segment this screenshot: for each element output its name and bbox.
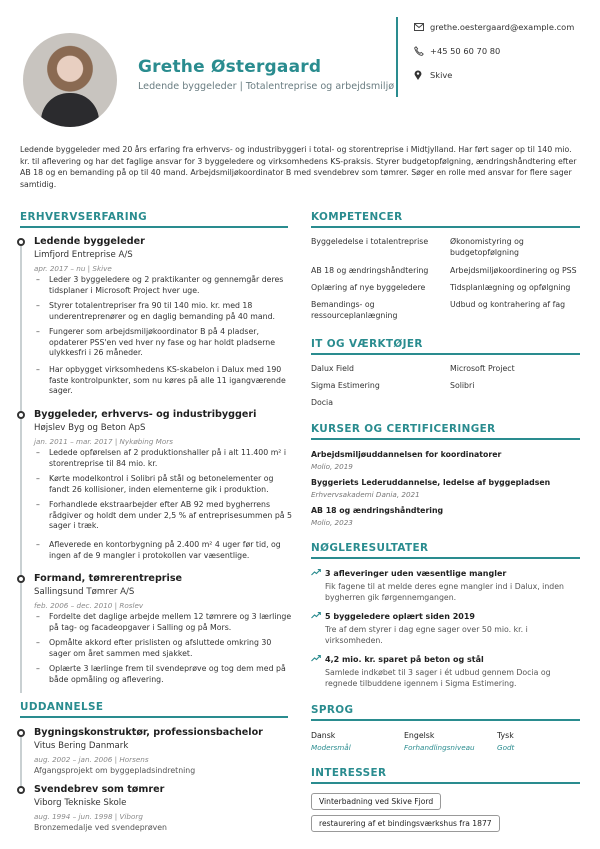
job-title: Byggeleder, erhvervs- og industribyggeri — [34, 409, 257, 420]
contact-email[interactable] — [414, 21, 574, 33]
language-level: Forhandlingsniveau — [404, 743, 475, 752]
section-title-experience: ERHVERVSERFARING — [20, 211, 147, 223]
job-bullet: – Opmålte akkord efter prislisten og afsluttede omkring 30 sager om året sammen med sjakket. — [36, 638, 292, 659]
job-company: Limfjord Entreprise A/S — [34, 250, 133, 260]
section-title-results: NØGLERESULTATER — [311, 542, 429, 554]
timeline-dot — [17, 238, 25, 246]
skill-item: Økonomistyring og budgetopfølgning — [450, 237, 524, 257]
tool-item: Microsoft Project — [450, 364, 515, 373]
trend-up-icon — [311, 611, 321, 622]
section-title-languages: SPROG — [311, 704, 354, 716]
language-name: Engelsk — [404, 731, 435, 740]
result-desc: Fik fagene til at melde deres egne mangler ind i Dalux, inden bygherren gik førgennemgangen. — [325, 582, 564, 602]
section-title-education: UDDANNELSE — [20, 701, 104, 713]
job-bullet: – Leder 3 byggeledere og 2 praktikanter og gennemgår deres tidsplaner i Microsoft Project hver uge. — [36, 275, 292, 296]
language-level: Godt — [497, 743, 515, 752]
section-title-courses: KURSER OG CERTIFICERINGER — [311, 423, 496, 435]
timeline-dot — [17, 786, 25, 794]
skill-item: AB 18 og ændringshåndtering — [311, 266, 429, 275]
headline: Ledende byggeleder | Totalentreprise og arbejdsmiljø — [138, 81, 395, 92]
contact-location — [414, 69, 452, 81]
job-meta: jan. 2011 – mar. 2017 | Nykøbing Mors — [34, 437, 173, 446]
language-level: Modersmål — [311, 743, 351, 752]
section-title-tools: IT OG VÆRKTØJER — [311, 338, 423, 350]
result-title: 4,2 mio. kr. sparet på beton og stål — [325, 655, 484, 664]
phone-icon — [414, 45, 430, 57]
course-meta: Erhvervsakademi Dania, 2021 — [311, 490, 420, 499]
job-title: Ledende byggeleder — [34, 236, 145, 247]
section-rule — [311, 782, 580, 784]
result-title: 3 afleveringer uden væsentlige mangler — [325, 569, 507, 578]
section-rule — [311, 226, 580, 228]
interest-tag: Vinterbadning ved Skive Fjord — [311, 793, 441, 810]
language-name: Tysk — [497, 731, 514, 740]
section-rule — [20, 716, 288, 718]
job-bullet: – Har opbygget virksomhedens KS-skabelon i Dalux med 190 faste kontrolpunkter, som nu køres på alle 11 igangværende sager. — [36, 365, 292, 397]
job-meta: feb. 2006 – dec. 2010 | Roslev — [34, 601, 144, 610]
skill-item: Oplæring af nye byggeledere — [311, 283, 426, 292]
skill-item: Byggeledelse i totalentreprise — [311, 237, 429, 246]
job-bullet: – Kørte modelkontrol i Solibri på stål og betonelementer og fandt 26 kollisioner, inden elementerne gik i produktion. — [36, 474, 292, 495]
job-bullet: – Fordelte det daglige arbejde mellem 12 tømrere og 3 lærlinge på tag- og facadeopgaver i Salling og på Mors. — [36, 612, 292, 633]
timeline-dot — [17, 729, 25, 737]
contact-phone[interactable] — [414, 45, 500, 57]
job-bullet: – Ledede opførelsen af 2 produktionshaller på i alt 11.400 m² i storentreprise til 84 mio. kr. — [36, 448, 292, 469]
person-name: Grethe Østergaard — [138, 57, 322, 77]
header-divider — [396, 17, 398, 97]
job-bullet: – Afleverede en kontorbygning på 2.400 m² 4 uger før tid, og ingen af de 9 mangler i protokollen var væsentlige. — [36, 540, 292, 561]
education-meta: aug. 2002 – jan. 2006 | Horsens — [34, 755, 149, 764]
tool-item: Docia — [311, 398, 334, 407]
tool-item: Dalux Field — [311, 364, 354, 373]
section-rule — [311, 353, 580, 355]
phone-text: +45 50 60 70 80 — [430, 46, 501, 56]
section-rule — [311, 719, 580, 721]
education-meta: aug. 1994 – jun. 1998 | Viborg — [34, 812, 143, 821]
timeline-dot — [17, 411, 25, 419]
interest-tag: restaurering af et bindingsværkshus fra 1877 — [311, 815, 500, 832]
job-bullet: – Fungerer som arbejdsmiljøkoordinator B på 4 pladser, opdaterer PSS'en ved hver ny fase og har holdt pladserne ulykkesfri i 26 måneder. — [36, 327, 292, 359]
tool-item: Solibri — [450, 381, 475, 390]
timeline-line — [20, 731, 22, 791]
section-rule — [311, 438, 580, 440]
trend-up-icon — [311, 568, 321, 579]
result-desc: Samlede indkøbet til 3 sager i ét udbud gennem Docia og regnede tilbuddene igennem i Sigma Estimering. — [325, 668, 551, 688]
job-bullet: – Oplærte 3 lærlinge frem til svendeprøve og tog dem med på både opmåling og aflevering. — [36, 664, 292, 685]
result-desc: Tre af dem styrer i dag egne sager over 50 mio. kr. i virksomheden. — [325, 625, 528, 645]
job-bullet: – Styrer totalentrepriser fra 90 til 140 mio. kr. med 18 underentreprenører og en daglig bemanding på 40 mand. — [36, 301, 292, 322]
education-school: Vitus Bering Danmark — [34, 741, 129, 751]
job-meta: apr. 2017 – nu | Skive — [34, 264, 112, 273]
result-title: 5 byggeledere oplært siden 2019 — [325, 612, 475, 621]
skill-item: Arbejdsmiljøkoordinering og PSS — [450, 266, 577, 275]
education-school: Viborg Tekniske Skole — [34, 798, 127, 808]
section-rule — [311, 557, 580, 559]
location-pin-icon — [414, 69, 430, 81]
education-note: Bronzemedalje ved svendeprøven — [34, 823, 167, 832]
job-bullet: – Forhandlede ekstraarbejder efter AB 92 med bygherrens rådgiver og holdt dem under 2,5 % af entreprisesummen på 5 sager i træk. — [36, 500, 292, 532]
location-text: Skive — [430, 70, 453, 80]
trend-up-icon — [311, 654, 321, 665]
course-meta: Molio, 2019 — [311, 462, 353, 471]
job-company: Sallingsund Tømrer A/S — [34, 587, 135, 597]
profile-photo — [23, 33, 117, 127]
timeline-line — [20, 241, 22, 693]
section-rule — [20, 226, 288, 228]
language-name: Dansk — [311, 731, 336, 740]
job-company: Højslev Byg og Beton ApS — [34, 423, 146, 433]
course-meta: Molio, 2023 — [311, 518, 353, 527]
education-title: Svendebrev som tømrer — [34, 784, 165, 795]
education-title: Bygningskonstruktør, professionsbachelor — [34, 727, 263, 738]
skill-item: Udbud og kontrahering af fag — [450, 300, 566, 309]
skill-item: Bemandings- og ressourceplanlægning — [311, 300, 398, 320]
skill-item: Tidsplanlægning og opfølgning — [450, 283, 571, 292]
profile-summary: Ledende byggeleder med 20 års erfaring fra erhvervs- og industribyggeri i total- og storentreprise i Midtjylland. Har ført sager op til 140 mio. kr. til aflevering og har det faglige ansvar for 3 byggeledere og virksomhedens KS-praksis. Styrer budgetopfølgning, ændringshåndtering efter AB 18 og en bemanding på op til 40 mand. Arbejdsmiljøkoordinator B med svendebrev som tømrer. Søger en rolle med ansvar for flere sager samtidig. — [20, 145, 577, 189]
mail-icon — [414, 21, 430, 33]
course-title: AB 18 og ændringshåndtering — [311, 506, 444, 515]
section-title-skills: KOMPETENCER — [311, 211, 403, 223]
tool-item: Sigma Estimering — [311, 381, 380, 390]
section-title-interests: INTERESSER — [311, 767, 387, 779]
education-note: Afgangsprojekt om byggepladsindretning — [34, 766, 196, 775]
email-text: grethe.oestergaard@example.com — [430, 22, 575, 32]
timeline-dot — [17, 575, 25, 583]
course-title: Byggeriets Lederuddannelse, ledelse af byggepladsen — [311, 478, 551, 487]
course-title: Arbejdsmiljøuddannelsen for koordinatorer — [311, 450, 502, 459]
job-title: Formand, tømrerentreprise — [34, 573, 183, 584]
